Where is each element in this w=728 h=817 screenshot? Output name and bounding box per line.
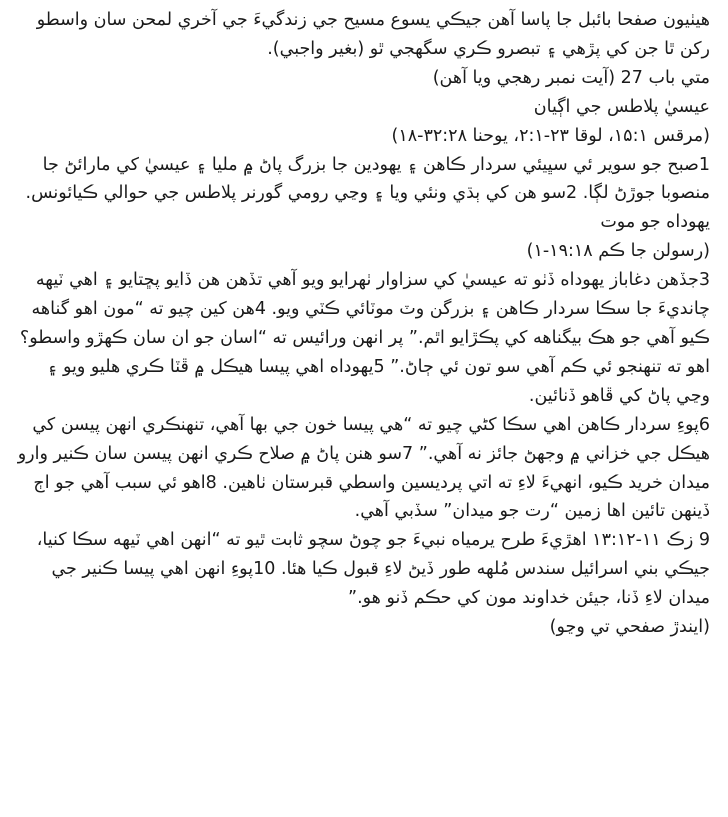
cross-references: (مرقس ۱۵:۱، لوقا ۲۳-۲:۱، يوحنا ۳۲:۲۸-۱۸): [391, 125, 710, 146]
verse-number: 1: [698, 154, 710, 175]
verse-text: زڪ ۱۱-۱۳:۱۲ اهڙيءَ طرح يرمياه نبيءَ جو چوڻ سچو ثابت ٿيو ته “انهن اهي ٽيهه سڪا کنيا، جيڪي بني اسرائيل سندس مُلهه طور ڏيڻ لاءِ قبول ڪيا هئا.: [36, 530, 710, 580]
verse-number: 2: [566, 183, 578, 204]
verse-text: سو هنن پاڻ ۾ صلاح ڪري انهن پيسن سان ڪنير وارو ميدان خريد ڪيو، انهيءَ لاءِ ته اتي پرديسين واسطي قبرستان ٺاهين.: [17, 443, 710, 493]
verse-number: 5: [373, 356, 385, 377]
verse-text: يهوداه اهي پيسا هيڪل ۾ ڦٽا ڪري هليو ويو ۽ وڃي پاڻ کي ڦاهو ڏنائين.: [47, 356, 710, 406]
verse-paragraph: [16, 411, 710, 527]
verse-text: پوءِ سردار ڪاهن اهي سڪا کڻي چيو ته “هي پيسا خون جي بها آهي، تنهنڪري انهن پيسن کي هيڪل جي خزاني ۾ وجهڻ جائز نه آهي.”: [32, 414, 710, 464]
verse-paragraph: [16, 151, 710, 209]
section-title: يهوداه جو موت: [600, 212, 710, 233]
next-page-note[interactable]: (ايندڙ صفحي تي وڃو): [549, 617, 710, 638]
verse-number: 7: [402, 443, 414, 464]
verse-number: 4: [254, 299, 266, 320]
verse-number: 8: [205, 472, 217, 493]
verse-text: پوءِ انهن اهي پيسا ڪنير جي ميدان لاءِ ڏنا، جيئن خداوند مون کي حڪم ڏنو هو.”: [51, 559, 710, 609]
verse-text: اهو ئي سبب آهي جو اڄ ڏينهن تائين اها زمين “رت جو ميدان” سڏبي آهي.: [33, 472, 710, 522]
verse-number: 6: [698, 414, 710, 435]
chapter-heading: متي باب 27 (آيت نمبر رهجي ويا آهن): [432, 67, 710, 88]
verse-paragraph: [16, 266, 710, 411]
verse-number: 3: [698, 270, 710, 291]
cross-references: (رسولن جا ڪم ۱۹:۱۸-۱): [526, 241, 710, 262]
verse-paragraph: [16, 526, 710, 613]
section-title: عيسيٰ پلاطس جي اڳيان: [533, 96, 710, 117]
verse-text: هن کين چيو ته “مون اهو گناهه ڪيو آهي جو هڪ بيگناهه کي پڪڙايو اٿم.” پر انهن ورائيس ته “اسان جو ان سان ڪهڙو واسطو؟ اهو ته تنهنجو ئي ڪم آهي سو تون ئي ڄاڻ.”: [19, 299, 710, 377]
verse-number: 9: [698, 530, 710, 551]
verse-text: جڏهن دغاباز يهوداه ڏٺو ته عيسيٰ کي سزاوار ٺهرايو ويو آهي تڏهن هن ڏايو پڇتايو ۽ اهي ٽيهه چانديءَ جا سڪا سردار ڪاهن ۽ بزرگن وٽ موٽائي ڪٽي ويو.: [35, 270, 710, 320]
verse-text: صبح جو سوير ئي سڀيئي سردار ڪاهن ۽ يهودين جا بزرگ پاڻ ۾ مليا ۽ عيسيٰ کي مارائڻ جا منصوبا جوڙڻ لڳا.: [42, 154, 710, 204]
verse-text: سو هن کي ٻڌي ونئي ويا ۽ وڃي رومي گورنر پلاطس جي حوالي ڪيائونس.: [25, 183, 567, 204]
verse-number: 10: [253, 559, 276, 580]
intro-paragraph: هيٺيون صفحا بائبل جا پاسا آهن جيڪي يسوع مسيح جي زندگيءَ جي آخري لمحن سان واسطو رکن ٿا جن کي پڙهي ۽ تبصرو ڪري سگهجي ٿو (بغير واجبي).: [36, 10, 710, 59]
